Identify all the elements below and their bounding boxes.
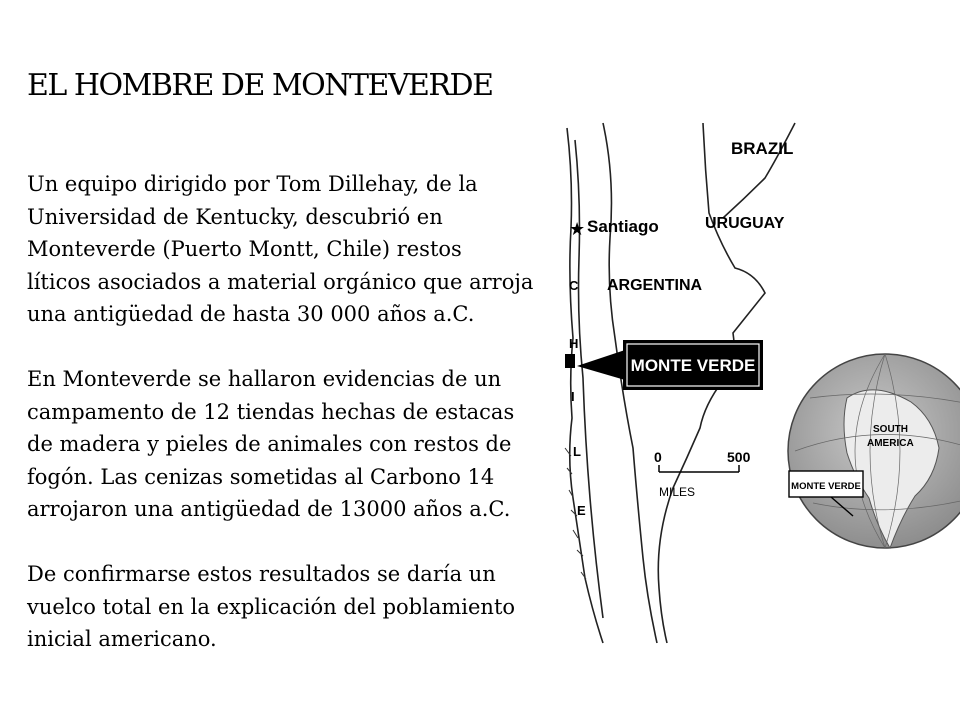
site-pointer: [577, 350, 625, 380]
site-marker: [565, 354, 575, 368]
map-star-icon: ★: [569, 219, 586, 239]
globe-site-label: MONTE VERDE: [791, 481, 861, 492]
map-label-chile-h: H: [569, 336, 579, 351]
paragraph-conclusion: De confirmarse estos resultados se daría un vuelco total en la explicación del poblamiento inicial americano.: [27, 562, 516, 651]
map-label-chile-l: L: [573, 444, 581, 459]
paragraph-evidence: En Monteverde se hallaron evidencias de un campamento de 12 tiendas hechas de estacas de madera y pieles de animales con restos de fogón. Las cenizas sometidas al Carbono 14 arrojaron una antigüedad de 13000 años a.C.: [27, 367, 515, 521]
globe-label-region-1: SOUTH: [873, 424, 908, 435]
map-label-chile-e: E: [577, 503, 586, 518]
page-title: EL HOMBRE DE MONTEVERDE: [27, 68, 493, 103]
scale-start: 0: [654, 449, 662, 465]
scale-end: 500: [727, 449, 751, 465]
map-label-argentina: ARGENTINA: [607, 277, 703, 294]
map-label-chile-i: I: [571, 389, 575, 404]
site-callout-label: MONTE VERDE: [630, 356, 756, 375]
globe-inset: [788, 354, 960, 548]
globe-label-region-2: AMERICA: [867, 438, 914, 449]
scale-bar: [659, 465, 739, 472]
map-label-chile-c: C: [569, 278, 579, 293]
map-label-santiago: Santiago: [587, 217, 659, 236]
body-text: [27, 168, 552, 688]
map-label-uruguay: URUGUAY: [705, 215, 785, 232]
southern-cone-map: [555, 118, 960, 658]
scale-unit: MILES: [659, 485, 696, 499]
map-label-brazil: BRAZIL: [731, 139, 794, 158]
paragraph-discovery: Un equipo dirigido por Tom Dillehay, de la Universidad de Kentucky, descubrió en Monteverde (Puerto Montt, Chile) restos líticos asociados a material orgánico que arroja una antigüedad de hasta 30 000 años a.C.: [27, 172, 534, 326]
